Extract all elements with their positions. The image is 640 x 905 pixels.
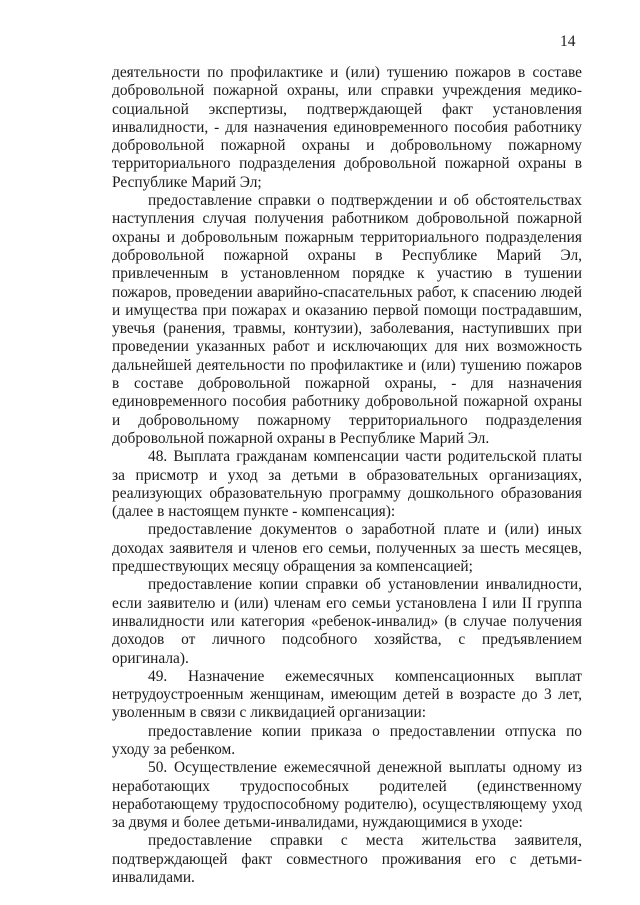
paragraph-item-50: 50. Осуществление ежемесячной денежной выплаты одному из неработающих трудоспособных родителей (единственному неработающему трудоспособному родителю), осуществляющему уход за двумя и более детьми-инвалидами, нуждающимися в уходе: [112,759,582,832]
paragraph-item-48: 48. Выплата гражданам компенсации части родительской платы за присмотр и уход за детьми в образовательных организациях, реализующих образовательную программу дошкольного образования (далее в настоящем пункте - компенсация): [112,448,582,521]
paragraph-certificate-circumstances: предоставление справки о подтверждении и об обстоятельствах наступления случая получения работником добровольной пожарной охраны и добровольным пожарным территориального подразделения добровольной пожарной охраны в Республике Марий Эл, привлеченным в установленном порядке к участию в тушении пожаров, проведении аварийно-спасательных работ, к спасению людей и имущества при пожарах и оказанию первой помощи пострадавшим, увечья (ранения, травмы, контузии), заболевания, наступивших при проведении указанных работ и исключающих для них возможность дальнейшей деятельности по профилактике и (или) тушению пожаров в составе добровольной пожарной охраны, - для назначения единовременного пособия работнику добровольной пожарной охраны и добровольному пожарному территориального подразделения добровольной пожарной охраны в Республике Марий Эл. [112,192,582,447]
document-body [112,64,582,887]
paragraph-leave-order: предоставление копии приказа о предоставлении отпуска по уходу за ребенком. [112,722,582,758]
paragraph-income-documents: предоставление документов о заработной плате и (или) иных доходах заявителя и членов его семьи, полученных за шесть месяцев, предшествующих месяцу обращения за компенсацией; [112,521,582,576]
paragraph-disability-certificate: предоставление копии справки об установлении инвалидности, если заявителю и (или) членам его семьи установлена I или II группа инвалидности или категория «ребенок-инвалид» (в случае получения доходов от личного подсобного хозяйства, с предъявлением оригинала). [112,576,582,667]
paragraph-continuation: деятельности по профилактике и (или) тушению пожаров в составе добровольной пожарной охраны, или справки учреждения медико-социальной экспертизы, подтверждающей факт установления инвалидности, - для назначения единовременного пособия работнику добровольной пожарной охраны и добровольному пожарному территориального подразделения добровольной пожарной охраны в Республике Марий Эл; [112,64,582,191]
page-number: 14 [560,33,576,50]
paragraph-residence-certificate: предоставление справки с места жительства заявителя, подтверждающей факт совместного проживания его с детьми-инвалидами. [112,832,582,887]
paragraph-item-49: 49. Назначение ежемесячных компенсационных выплат нетрудоустроенным женщинам, имеющим детей в возрасте до 3 лет, уволенным в связи с ликвидацией организации: [112,667,582,722]
